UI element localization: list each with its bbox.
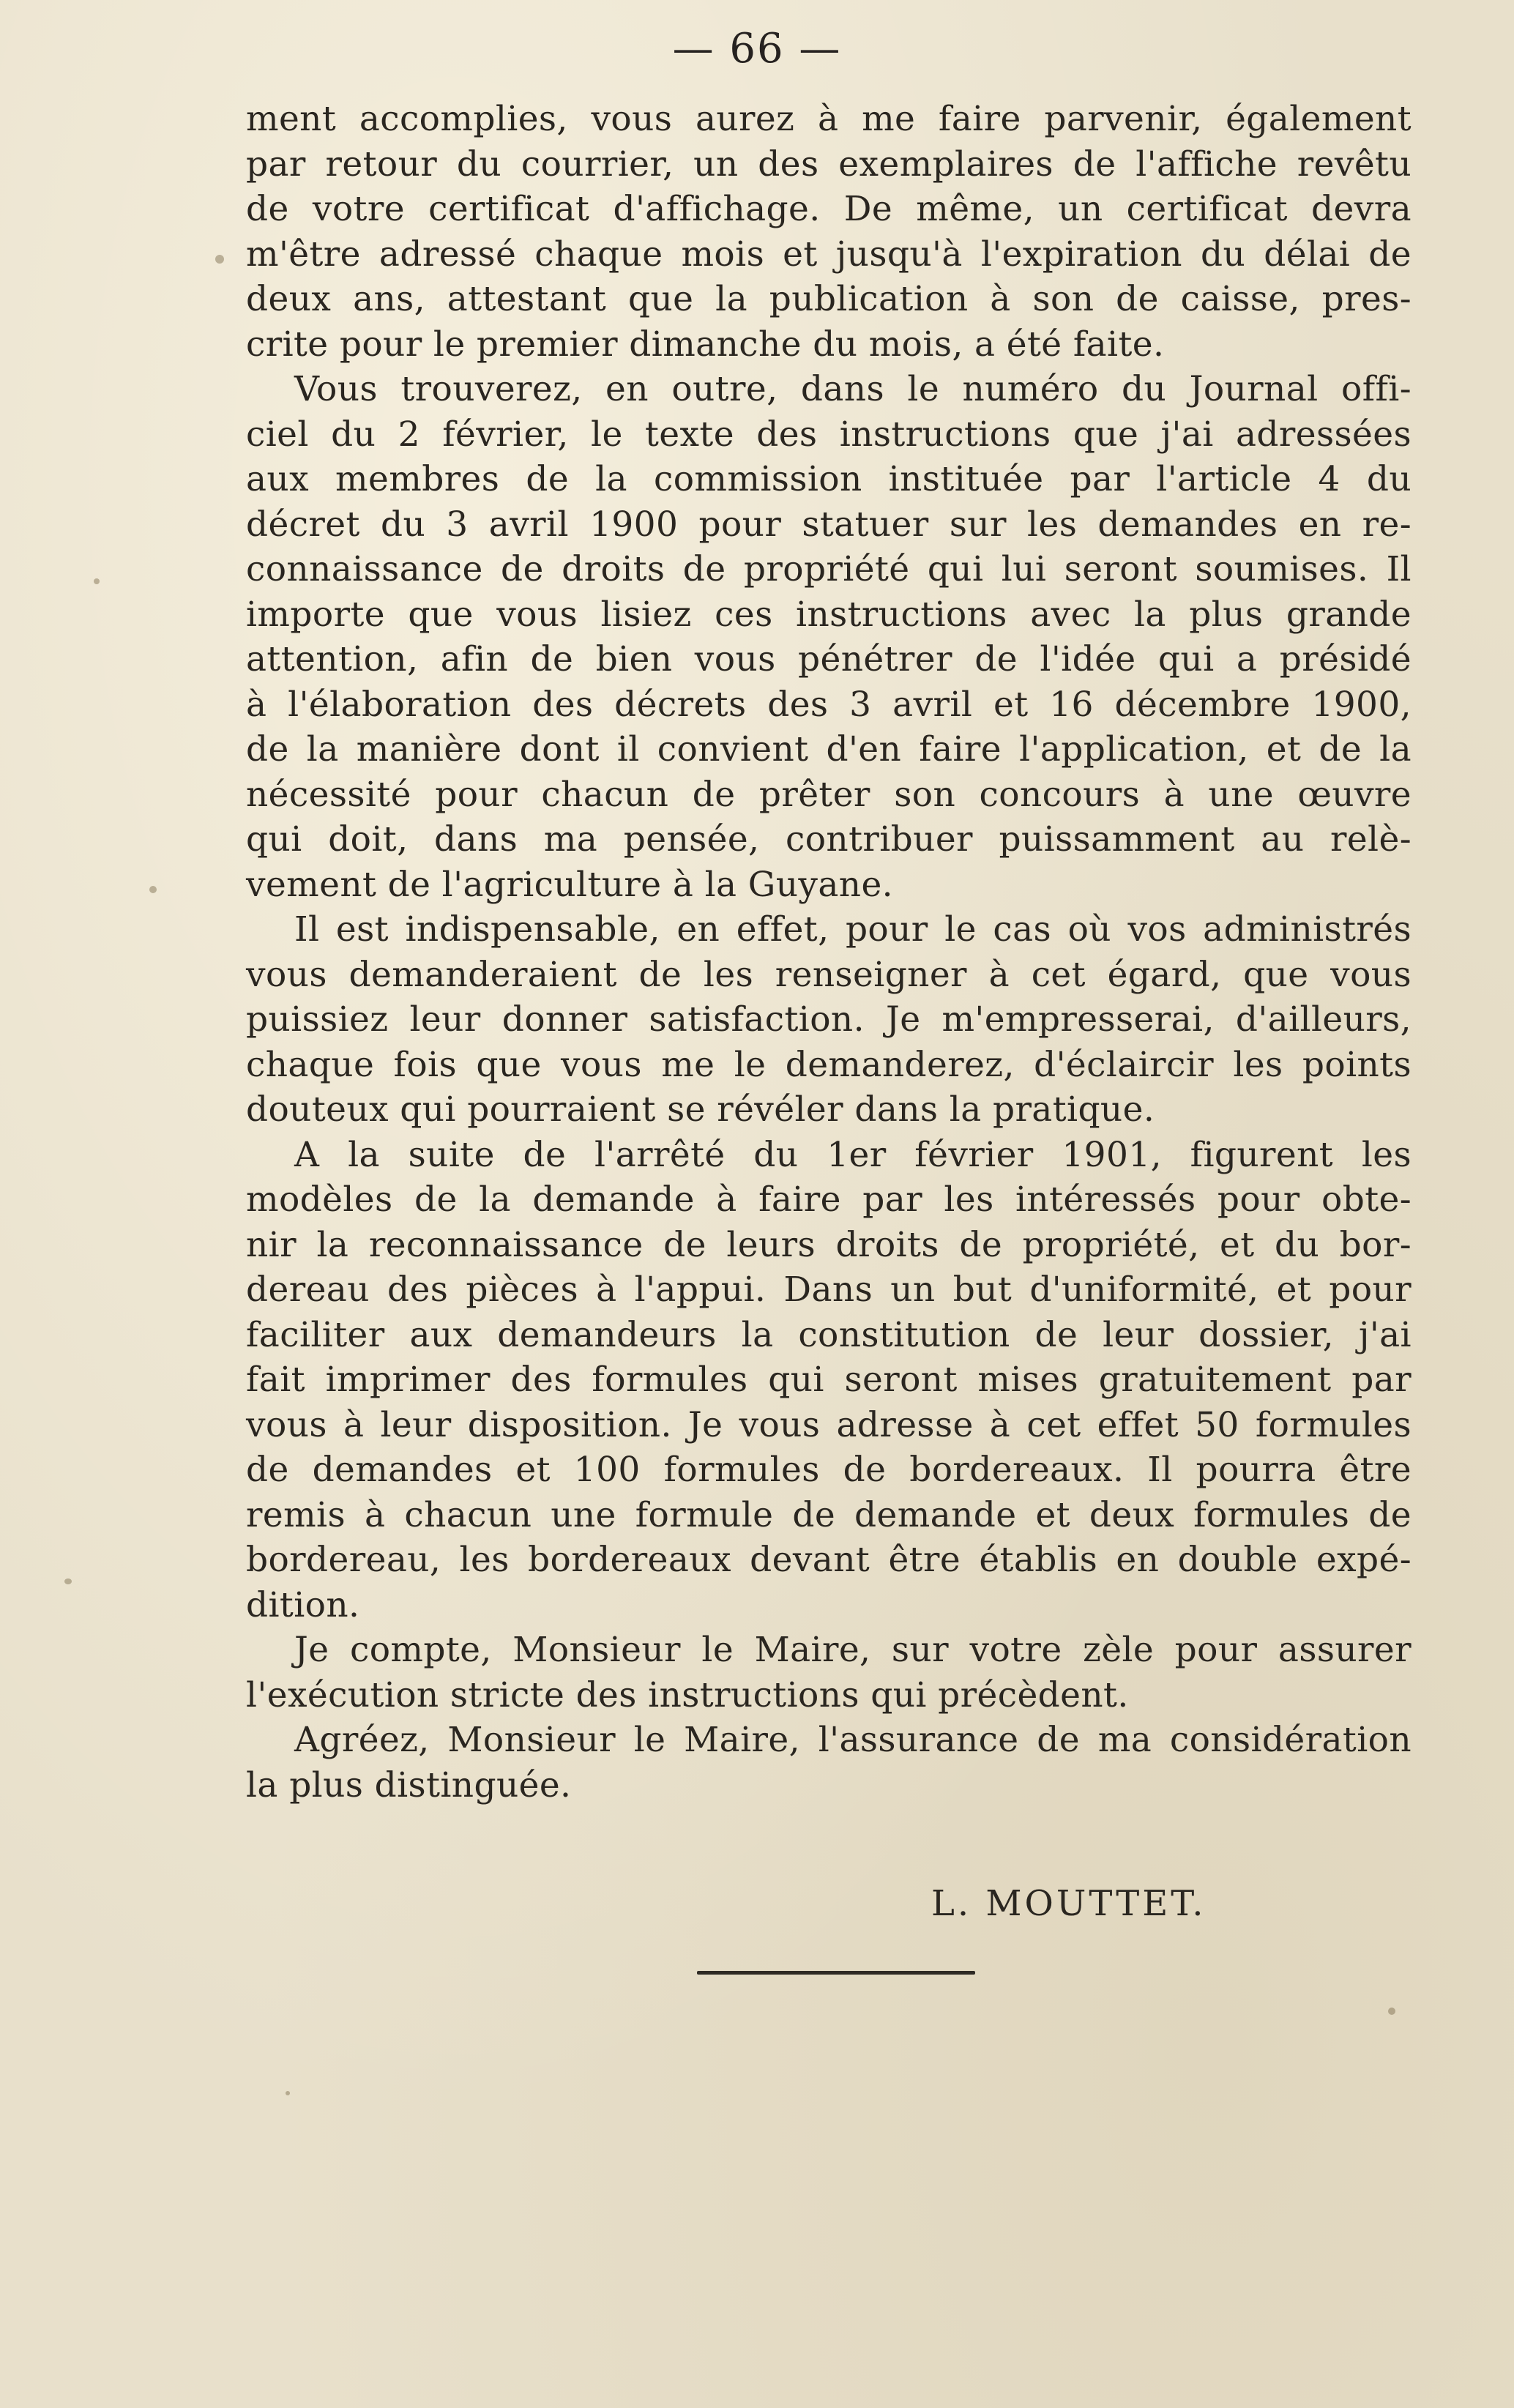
paper-spot: [286, 2091, 290, 2095]
text-line: faciliter aux demandeurs la constitution de leur dossier, j'ai: [246, 1314, 1412, 1355]
paper-spot: [1388, 2008, 1395, 2015]
text-line: Il est indispensable, en effet, pour le cas où vos administrés: [294, 909, 1412, 950]
text-line: importe que vous lisiez ces instructions avec la plus grande: [246, 594, 1412, 635]
text-line: vous à leur disposition. Je vous adresse à cet effet 50 formules: [246, 1404, 1412, 1445]
text-line: modèles de la demande à faire par les intéressés pour obte-: [246, 1179, 1412, 1220]
text-line: dereau des pièces à l'appui. Dans un but d'uniformité, et pour: [246, 1270, 1412, 1310]
text-line: qui doit, dans ma pensée, contribuer puissamment au relè-: [246, 819, 1412, 860]
text-line: vous demanderaient de les renseigner à cet égard, que vous: [246, 954, 1412, 995]
paper-spot: [215, 255, 224, 264]
text-line: m'être adressé chaque mois et jusqu'à l'expiration du délai de: [246, 234, 1412, 275]
text-line: connaissance de droits de propriété qui lui seront soumises. Il: [246, 549, 1412, 589]
text-line: vement de l'agriculture à la Guyane.: [246, 864, 894, 905]
text-line: ment accomplies, vous aurez à me faire parvenir, également: [246, 99, 1412, 139]
text-line: chaque fois que vous me le demanderez, d'éclaircir les points: [246, 1044, 1412, 1085]
text-line: de votre certificat d'affichage. De même, un certificat devra: [246, 189, 1412, 229]
page-number: — 66 —: [672, 25, 842, 72]
text-line: la plus distinguée.: [246, 1764, 572, 1805]
text-line: à l'élaboration des décrets des 3 avril et 16 décembre 1900,: [246, 684, 1412, 725]
text-line: puissiez leur donner satisfaction. Je m'empresserai, d'ailleurs,: [246, 999, 1412, 1040]
signature: L. MOUTTET.: [931, 1883, 1207, 1924]
text-line: crite pour le premier dimanche du mois, a été faite.: [246, 324, 1165, 365]
text-line: de la manière dont il convient d'en faire l'application, et de la: [246, 729, 1412, 769]
text-line: par retour du courrier, un des exemplaires de l'affiche revêtu: [246, 143, 1412, 184]
text-line: nécessité pour chacun de prêter son concours à une œuvre: [246, 774, 1412, 815]
text-line: l'exécution stricte des instructions qui précèdent.: [246, 1674, 1129, 1715]
text-line: décret du 3 avril 1900 pour statuer sur les demandes en re-: [246, 504, 1412, 545]
closing-rule: [697, 1971, 975, 1975]
text-line: attention, afin de bien vous pénétrer de l'idée qui a présidé: [246, 639, 1412, 679]
paper-spot: [94, 578, 100, 584]
letter-body: [246, 97, 1412, 1808]
text-line: de demandes et 100 formules de bordereaux. Il pourra être: [246, 1450, 1412, 1490]
text-line: A la suite de l'arrêté du 1er février 1901, figurent les: [294, 1134, 1412, 1175]
text-line: dition.: [246, 1584, 360, 1625]
text-line: Vous trouverez, en outre, dans le numéro du Journal offi-: [294, 369, 1412, 409]
text-line: Je compte, Monsieur le Maire, sur votre zèle pour assurer: [294, 1630, 1412, 1670]
text-line: deux ans, attestant que la publication à son de caisse, pres-: [246, 279, 1412, 319]
text-line: Agréez, Monsieur le Maire, l'assurance de ma considération: [294, 1720, 1412, 1760]
text-line: ciel du 2 février, le texte des instructions que j'ai adressées: [246, 414, 1412, 455]
text-line: remis à chacun une formule de demande et deux formules de: [246, 1494, 1412, 1535]
paper-spot: [149, 886, 157, 893]
text-line: fait imprimer des formules qui seront mises gratuitement par: [246, 1360, 1412, 1400]
paper-spot: [64, 1578, 72, 1584]
text-line: bordereau, les bordereaux devant être établis en double expé-: [246, 1540, 1412, 1580]
text-line: douteux qui pourraient se révéler dans la pratique.: [246, 1089, 1155, 1130]
text-line: nir la reconnaissance de leurs droits de propriété, et du bor-: [246, 1224, 1412, 1265]
text-line: aux membres de la commission instituée par l'article 4 du: [246, 459, 1412, 499]
